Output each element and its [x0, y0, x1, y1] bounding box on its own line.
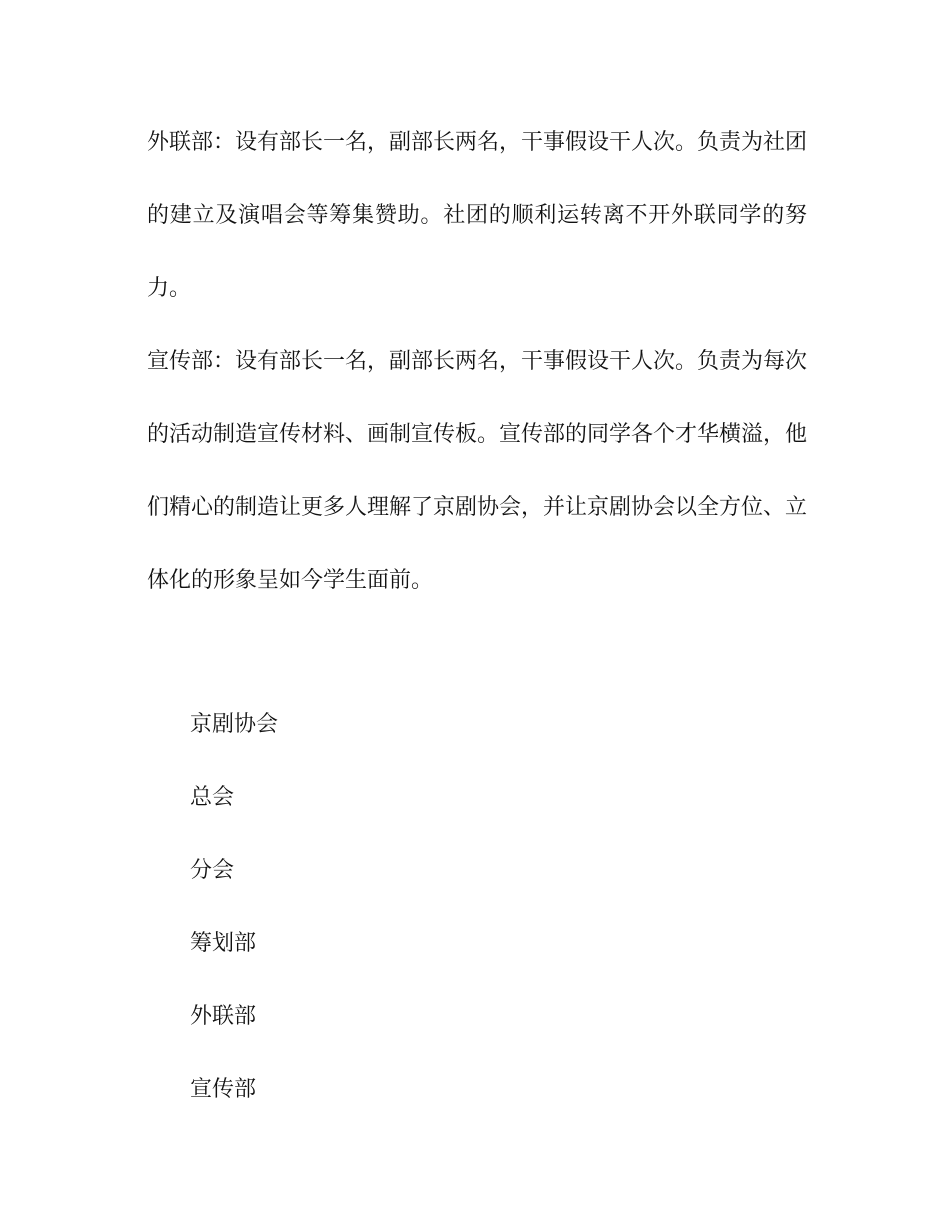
- org-item-outreach-department: 外联部: [190, 1004, 257, 1029]
- publicity-department-paragraph: 宣传部：设有部长一名，副部长两名，干事假设干人次。负责为每次的活动制造宣传材料、画制宣传板。宣传部的同学各个才华横溢，他们精心的制造让更多人理解了京剧协会，并让京剧协会以全方位、立体化的形象呈如今学生面前。: [147, 349, 808, 593]
- org-item-peking-opera-association: 京剧协会: [190, 712, 279, 737]
- org-structure-list: [190, 705, 278, 1143]
- org-item-planning-department: 筹划部: [190, 931, 257, 956]
- org-item-publicity-department: 宣传部: [190, 1077, 257, 1102]
- outreach-department-paragraph: 外联部：设有部长一名，副部长两名，干事假设干人次。负责为社团的建立及演唱会等筹集赞助。社团的顺利运转离不开外联同学的努力。: [147, 130, 808, 301]
- org-item-general-association: 总会: [190, 785, 235, 810]
- org-item-branch-association: 分会: [190, 858, 235, 883]
